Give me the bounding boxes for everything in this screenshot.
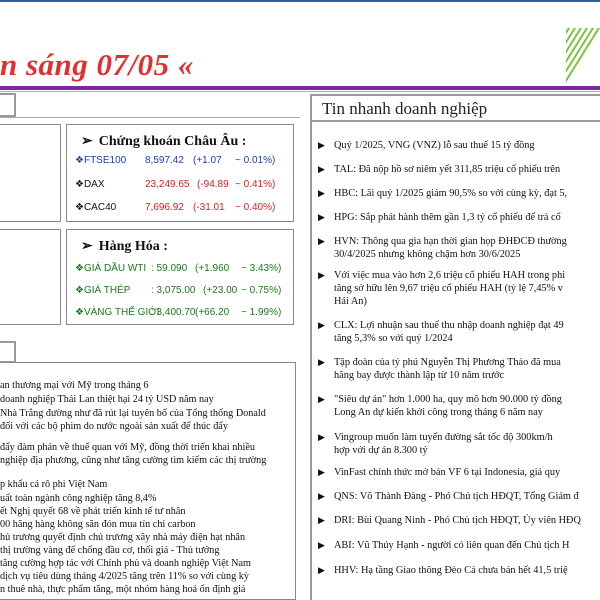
corp-news-text: ABI: Vũ Thúy Hạnh - người có liên quan đến Chủ tịch H [334,540,570,551]
title-rule [0,86,600,90]
commodity-row: ❖VÀNG THẾ GIỚI : 3,400.70 (+66.20 ~ 1.99%) [75,307,282,318]
news-line: đẩy đàm phán về thuế quan với Mỹ, đồng thời triển khai nhiều [0,442,255,453]
corp-news-text: "Siêu dự án" hơn 1.000 ha, quy mô hơn 90.000 tỷ đồng [334,394,562,405]
commodity-row: ❖GIÁ THÉP : 3,075.00 (+23.00 ~ 0.75%) [75,285,282,296]
europe-row: ❖CAC40 7,696.92 (-31.01 ~ 0.40%) [75,202,276,213]
bullet-arrow-icon: ▶ [318,140,325,150]
bullet-arrow-icon: ▶ [318,164,325,174]
news-line: an thương mại với Mỹ trong tháng 6 [0,380,149,391]
corp-news-text: Hải An) [334,296,367,307]
commodity-heading: ➢ Hàng Hóa : [81,239,168,254]
corp-news-text: hợp với dự án 8.300 tỷ [334,445,428,456]
corp-news-text: hãng bay được thành lập từ 10 năm trước [334,370,505,381]
news-line: n thuê nhà, thực phẩm tăng, một nhóm hàng hoá ổn định giá [0,584,246,595]
decorative-stripes [566,28,600,88]
news-box [0,362,296,600]
news-line: nghiệp địa phương, cũng như tăng cường tìm kiếm các thị trường [0,455,267,466]
corp-news-text: HBC: Lãi quý 1/2025 giảm 90,5% so với cùng kỳ, đạt 5, [334,188,568,199]
us-stock-box [0,229,61,325]
news-line: p khẩu cá rô phi Việt Nam [0,479,108,490]
page-title: n sáng 07/05 « [0,47,194,82]
commodity-box [66,229,294,325]
corp-news-text: Vingroup muốn làm tuyến đường sắt tốc độ 300km/h [334,432,553,443]
bullet-arrow-icon: ▶ [318,515,325,525]
bullet-arrow-icon: ▶ [318,565,325,575]
bullet-arrow-icon: ▶ [318,236,325,246]
bullet-arrow-icon: ▶ [318,394,325,404]
corp-news-text: Với việc mua vào hơn 2,6 triệu cổ phiếu HAH trong phi [334,270,566,281]
corp-news-text: VinFast chính thức mở bán VF 6 tại Indonesia, giá quy [334,467,561,478]
corp-news-text: tăng sở hữu lên 9,67 triệu cổ phiếu HAH (tỷ lệ 7,45% v [334,283,563,294]
corp-news-text: HHV: Hạ tầng Giao thông Đèo Cả chưa bán hết 41,5 triệ [334,565,568,576]
bullet-arrow-icon: ▶ [318,270,325,280]
europe-row: ❖DAX 23,249.65 (-94.89 ~ 0.41%) [75,179,276,190]
bullet-arrow-icon: ▶ [318,540,325,550]
europe-stock-box [66,124,294,222]
commodity-row: ❖GIÁ DẦU WTI : 59.090 (+1.960 ~ 3.43%) [75,263,282,274]
news-line: tăng cường hợp tác với Chính phủ và doanh nghiệp Việt Nam [0,558,251,569]
bullet-arrow-icon: ▶ [318,357,325,367]
corp-news-text: Tập đoàn của tỷ phú Nguyễn Thị Phương Thảo đã mua [334,357,561,368]
title-rule-thin [0,91,600,92]
news-line: 00 hãng hàng không săn đón mua tín chỉ carbon [0,519,196,530]
corp-news-text: TAL: Đã nộp hồ sơ niêm yết 311,85 triệu cổ phiếu trên [334,164,561,175]
panel-divider [0,117,300,118]
corp-news-text: tăng 5,3% so với quý 1/2024 [334,333,453,344]
bullet-arrow-icon: ▶ [318,491,325,501]
news-line: đối với các bộ phim do nước ngoài sản xuất để thúc đẩy [0,421,228,432]
corp-news-text: Quý 1/2025, VNG (VNZ) lỗ sau thuế 15 tỷ đồng [334,140,535,151]
europe-row: ❖FTSE100 8,597.42 (+1.07 ~ 0.01%) [75,155,276,166]
stock-panel-tab [0,93,16,117]
corp-news-text: DRI: Bùi Quang Ninh - Phó Chủ tịch HĐQT, Ủy viên HĐQ [334,515,581,526]
asia-stock-box [0,124,61,222]
corp-news-text: Long An dự kiến khởi công trong tháng 6 năm nay [334,407,543,418]
news-line: uất toàn ngành công nghiệp tăng 8,4% [0,493,157,504]
corp-news-text: HPG: Sắp phát hành thêm gần 1,3 tỷ cổ phiếu để trả cổ [334,212,561,223]
news-line: ết Nghị quyết 68 về phát triển kinh tế tư nhân [0,506,186,517]
news-line: hủ trương quyết định chủ trương xây nhà máy điện hạt nhân [0,532,246,543]
bullet-arrow-icon: ▶ [318,320,325,330]
news-line: doanh nghiệp Thái Lan thiệt hại 24 tỷ USD năm nay [0,394,214,405]
corp-news-text: QNS: Võ Thành Đàng - Phó Chủ tịch HĐQT, Tổng Giám đ [334,491,579,502]
europe-heading: ➢ Chứng khoán Châu Âu : [81,134,247,149]
bullet-arrow-icon: ▶ [318,432,325,442]
bullet-arrow-icon: ▶ [318,467,325,477]
news-line: thị trường vàng để chống đầu cơ, thổi giá - Thủ tướng [0,545,220,556]
corp-news-text: HVN: Thông qua gia hạn thời gian họp ĐHĐCĐ thường [334,236,567,247]
news-line: dịch vụ tiêu dùng tháng 4/2025 tăng trên 11% so với cùng kỳ [0,571,249,582]
corp-news-text: 30/4/2025 nhưng không chậm hơn 30/6/2025 [334,249,521,260]
bullet-arrow-icon: ▶ [318,212,325,222]
news-line: Nhà Trắng đường như đã rút lại tuyên bố của Tổng thống Donald [0,408,266,419]
corp-news-text: CLX: Lợi nhuận sau thuế thu nhập doanh nghiệp đạt 49 [334,320,564,331]
corp-news-title: Tin nhanh doanh nghiệp [322,99,488,118]
corp-news-tab [310,94,600,122]
bullet-arrow-icon: ▶ [318,188,325,198]
top-rule [0,0,600,2]
news-panel-tab [0,341,16,363]
corp-news-list [310,121,600,600]
